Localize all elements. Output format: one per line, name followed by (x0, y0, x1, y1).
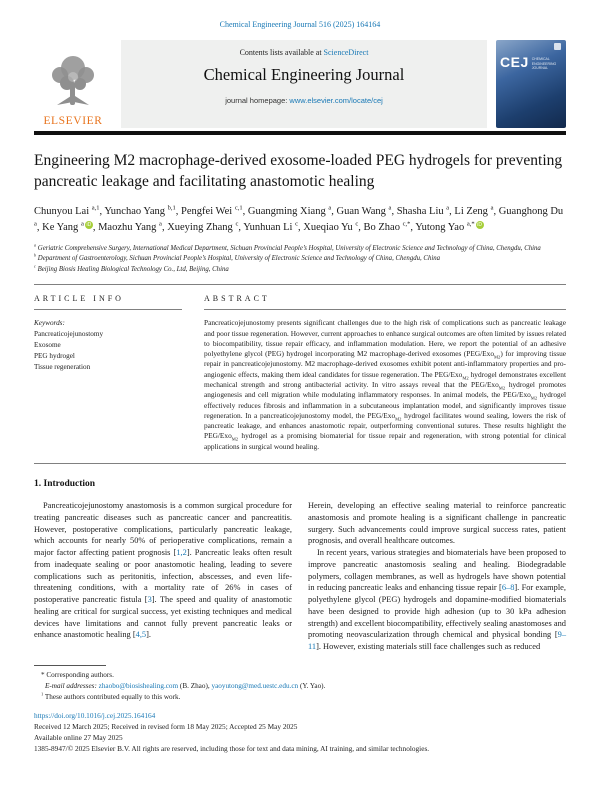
footnote-emails: E-mail addresses: zhaobo@biosishealing.com (B. Zhao), yaoyutong@med.uestc.edu.cn (Y. Yao). (45, 681, 326, 690)
citation-ref[interactable]: 3 (147, 595, 152, 605)
contents-line: Contents lists available at ScienceDirect (239, 48, 369, 57)
footnote-rule (34, 665, 106, 666)
journal-name: Chemical Engineering Journal (203, 65, 405, 84)
cover-abbr: CEJ (500, 54, 529, 70)
orcid-icon[interactable]: iD (86, 221, 92, 228)
abstract-heading: ABSTRACT (204, 294, 566, 310)
journal-cover[interactable] (496, 40, 566, 128)
article-info-section (34, 294, 182, 452)
inline-link[interactable]: www.elsevier.com/locate/cej (289, 96, 383, 105)
citation-ref[interactable]: 1,2 (176, 548, 187, 558)
keyword-item: Pancreaticojejunostomy (34, 330, 104, 339)
citation-ref[interactable]: 6–8 (501, 583, 515, 593)
footnotes (34, 665, 566, 702)
divider (34, 284, 566, 285)
doi-link[interactable]: https://doi.org/10.1016/j.cej.2025.164164 (34, 711, 156, 721)
journal-banner (121, 40, 487, 128)
keyword-item: Tissue regeneration (34, 362, 91, 371)
affiliation-line: $^c$ Beijing Biosis Healing Biological Technology Co., Ltd, Beijing, China (34, 263, 229, 273)
header-divider (34, 131, 566, 135)
affiliation-line: $^a$ Geriatric Comprehensive Surgery, International Medical Department, Sichuan Provincial People’s Hospital, University of Electronic Science and Technology of China, Chengdu, China (34, 242, 541, 252)
footnote-corresponding: * Corresponding authors. (41, 670, 114, 679)
elsevier-tree-icon (47, 53, 99, 114)
intro-paragraph: In recent years, various strategies and biomaterials have been proposed to improve pancreatic anastomosis sealing and healing. Biodegradable polymers, collagen membranes, as well as hydrogels have shown potential in reducing pancreatic leaks and enhancing tissue repair [6–8]. For example, polyethylene glycol (PEG) hydrogels and dopamine-modified biomaterials have been designed to provide high adhesion (up to 30 kPa adhesion strength) and excellent biocompatibility, effectively sealing anastomoses and promoting neovascularization through chemical and physical bonding [9–11]. However, existing materials still face challenges such as reduced (308, 548, 566, 652)
section-heading-introduction: 1. Introduction (34, 479, 96, 489)
elsevier-logo (34, 40, 112, 128)
abstract-section (204, 294, 566, 452)
intro-column-right (308, 500, 566, 653)
abstract-text: Pancreaticojejunostomy presents significant challenges due to the high risk of complications such as pancreatic leakage and poor tissue regeneration. However, current approaches to enhance surgical outcomes are often limited by issues related to biocompatibility, tissue repair efficacy, and inflammation modulation. Here, we report the potential of an adhesive polyethylene glycol (PEG) hydrogel incorporating M2 macrophage-derived exosomes (PEG/Exo$_{M2}$) for improving tissue repair in pancreaticojejunostomy. M2 macrophage-derived exosomes exhibit potent anti-inflammatory properties and pro-angiogenic effects, making them ideal candidates for tissue regeneration. The PEG/Exo$_{M2}$ hydrogel demonstrates excellent mechanical strength and strong antibacterial activity. In vitro assays reveal that the PEG/Exo$_{M2}$ hydrogel promotes angiogenesis and cell migration while modulating inflammatory responses. In animal models, the PEG/Exo$_{M2}$ hydrogel effectively reduces fibrosis and inflammation in a subcutaneous implantation model, and significantly improves tissue regeneration. In a pancreaticojejunostomy model, the PEG/Exo$_{M2}$ hydrogel facilitates wound sealing, lowers the risk of pancreatic leakage, and enhances anastomotic repair, outperforming conventional sutures. These results highlight the PEG/Exo$_{M2}$ hydrogel as a promising biomaterial for tissue repair and regeneration, with strong potential for clinical applications in surgical wound healing. (204, 318, 567, 451)
article-title: Engineering M2 macrophage-derived exosome-loaded PEG hydrogels for preventing pancreatic leakage and facilitating anastomotic healing (34, 152, 563, 190)
homepage-line: journal homepage: www.elsevier.com/locate/cej (225, 96, 383, 105)
footnote-equal-contribution: $^1$ These authors contributed equally to this work. (41, 691, 181, 701)
journal-reference[interactable]: Chemical Engineering Journal 516 (2025) 164164 (219, 20, 381, 29)
keyword-item: PEG hydrogel (34, 351, 75, 360)
article-info-heading: ARTICLE INFO (34, 294, 182, 310)
cover-logo-mark (554, 43, 561, 50)
available-online-line: Available online 27 May 2025 (34, 733, 123, 743)
citation-ref[interactable]: 9–11 (308, 630, 566, 652)
affiliation-line: $^b$ Department of Gastroenterology, Sichuan Provincial People’s Hospital, University of Electronic Science and Technology of China, Chengdu, China (34, 253, 441, 263)
keywords-label: Keywords: (34, 319, 65, 328)
affiliations (34, 244, 566, 276)
intro-paragraph: Pancreaticojejunostomy anastomosis is a common surgical procedure for treating pancreatic diseases such as pancreatic cancer and pancreatitis. However, postoperative complications, particularly pancreatic leakage, which accounts for nearly 50% of perioperative complications, remain a major factor affecting patient prognosis [1,2]. Pancreatic leaks often result from inadequate sealing or poor anastomotic healing, leading to severe complications such as peritonitis, infection, abscesses, and even life-threatening conditions, with a mortality rate of 26% in cases of postoperative pancreatic fistula [3]. The speed and quality of anastomotic healing are critical for surgical success, yet existing techniques and medical devices have limitations and cannot fully prevent pancreatic leaks or enhance anastomotic healing [4,5]. (34, 501, 293, 640)
keyword-item: Exosome (34, 340, 61, 349)
citation-ref[interactable]: 4,5 (135, 630, 147, 640)
inline-link[interactable]: yaoyutong@med.uestc.edu.cn (211, 681, 299, 690)
inline-link[interactable]: ScienceDirect (323, 48, 369, 57)
received-line: Received 12 March 2025; Received in revised form 18 May 2025; Accepted 25 May 2025 (34, 722, 298, 732)
elsevier-wordmark: ELSEVIER (43, 115, 103, 127)
orcid-icon[interactable]: iD (477, 221, 482, 228)
inline-link[interactable]: zhaobo@biosishealing.com (98, 681, 179, 690)
info-abstract-row (34, 294, 566, 452)
cover-title: CHEMICAL ENGINEERING JOURNAL (531, 57, 557, 71)
copyright-line: 1385-8947/© 2025 Elsevier B.V. All rights are reserved, including those for text and data mining, AI training, and similar technologies. (34, 744, 430, 754)
intro-paragraph: Herein, developing an effective sealing material to reinforce pancreatic anastomosis and promote healing is a significant challenge in pancreatic surgery. Such advancements could improve surgical success rates, patient prognosis, and overall healthcare outcomes. (308, 501, 566, 546)
footer (34, 711, 566, 755)
journal-header (34, 40, 566, 128)
intro-column-left (34, 500, 292, 653)
divider (34, 463, 566, 464)
body-columns (34, 500, 566, 653)
author-list: Chunyou Lai $^{a,1}$, Yunchao Yang $^{b,1}$, Pengfei Wei $^{c,1}$, Guangming Xiang $^a$, Guan Wang $^a$, Shasha Liu $^a$, Li Zeng $^a$, Guanghong Du $^a$, Ke Yang $^a$ iD , Maozhu Yang $^a$, Xueying Zhang $^c$, Yunhuan Li $^c$, Xueqiao Yu $^c$, Bo Zhao $^{c,*}$, Yutong Yao $^{a,*}$ iD (34, 204, 564, 234)
